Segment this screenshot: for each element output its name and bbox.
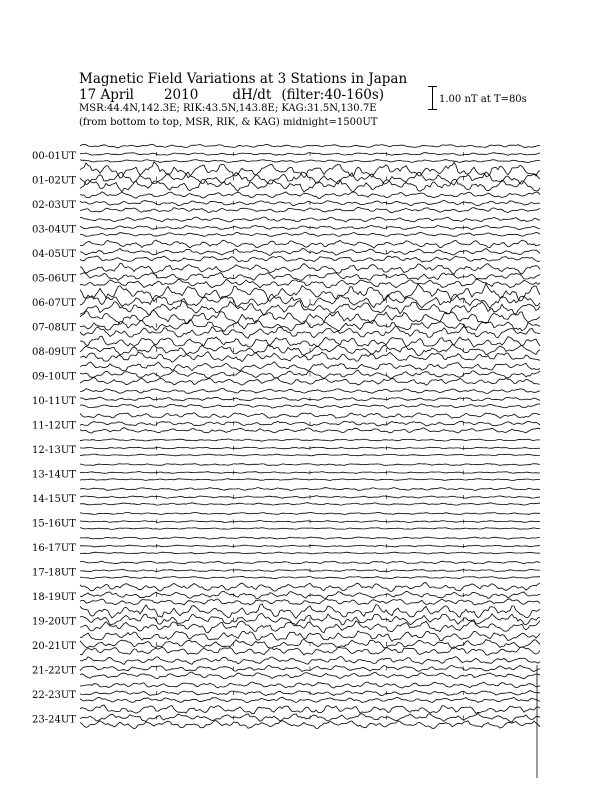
trace-msr	[80, 428, 540, 434]
hour-label: 03-04UT	[32, 224, 76, 236]
hour-label: 16-17UT	[32, 543, 76, 554]
trace-msr	[80, 552, 540, 554]
trace-kag	[80, 144, 540, 148]
hour-label: 11-12UT	[32, 420, 76, 432]
trace-kag	[80, 362, 540, 371]
hour-label: 18-19UT	[32, 592, 76, 603]
hour-label: 09-10UT	[32, 371, 76, 383]
scale-label: 1.00 nT at T=80s	[439, 94, 527, 105]
trace-msr	[80, 672, 540, 679]
trace-msr	[80, 404, 540, 408]
trace-msr	[80, 352, 540, 363]
date-label: 17 April	[79, 87, 134, 103]
trace-msr	[80, 697, 540, 702]
hour-label: 08-09UT	[32, 347, 76, 358]
hour-label: 22-23UT	[32, 690, 76, 701]
quantity-label: dH/dt	[232, 87, 272, 103]
trace-msr	[80, 232, 540, 236]
trace-msr	[80, 479, 540, 481]
trace-msr	[80, 279, 540, 288]
trace-kag	[80, 263, 540, 274]
hour-label: 15-16UT	[32, 518, 76, 530]
trace-kag	[80, 631, 540, 641]
trace-msr	[80, 256, 540, 262]
chart-title: Magnetic Field Variations at 3 Stations in Japan	[79, 71, 408, 87]
hour-label: 05-06UT	[32, 273, 76, 285]
trace-kag	[80, 705, 540, 714]
hour-label: 12-13UT	[32, 445, 76, 456]
trace-kag	[80, 512, 540, 514]
hour-label: 04-05UT	[32, 249, 76, 260]
hour-label: 07-08UT	[32, 322, 76, 334]
trace-msr	[80, 454, 540, 456]
hour-label: 21-22UT	[32, 665, 76, 677]
hour-label: 06-07UT	[32, 298, 76, 309]
trace-kag	[80, 217, 540, 222]
trace-kag	[80, 240, 540, 248]
trace-kag	[80, 657, 540, 665]
hour-label: 20-21UT	[32, 641, 76, 652]
trace-msr	[80, 599, 540, 605]
trace-kag	[80, 336, 540, 347]
trace-kag	[80, 389, 540, 394]
trace-msr	[80, 179, 540, 192]
trace-msr	[80, 621, 540, 633]
trace-kag	[80, 464, 540, 466]
stations-line: MSR:44.4N,142.3E; RIK:43.5N,143.8E; KAG:31.5N,130.7E	[79, 103, 377, 114]
hour-label: 13-14UT	[32, 469, 76, 481]
trace-msr	[80, 377, 540, 385]
trace-msr	[80, 721, 540, 729]
trace-msr	[80, 576, 540, 578]
trace-msr	[80, 503, 540, 505]
trace-msr	[80, 647, 540, 656]
hour-label: 01-02UT	[32, 175, 76, 187]
hour-label: 23-24UT	[32, 714, 76, 726]
trace-kag	[80, 192, 540, 199]
hour-label: 00-01UT	[32, 151, 76, 162]
trace-kag	[80, 284, 540, 302]
trace-kag	[80, 162, 540, 178]
trace-msr	[80, 160, 540, 163]
trace-msr	[80, 207, 540, 212]
hour-label: 19-20UT	[32, 616, 76, 628]
trace-kag	[80, 439, 540, 441]
trace-msr	[80, 528, 540, 530]
trace-kag	[80, 537, 540, 539]
hour-label: 17-18UT	[32, 567, 76, 579]
hour-label: 14-15UT	[32, 494, 76, 505]
trace-kag	[80, 310, 540, 324]
hour-label: 10-11UT	[32, 396, 76, 407]
filter-label: (filter:40-160s)	[281, 87, 385, 103]
hour-label: 02-03UT	[32, 200, 76, 211]
order-note: (from bottom to top, MSR, RIK, & KAG) midnight=1500UT	[79, 117, 378, 128]
year-label: 2010	[163, 87, 199, 103]
trace-kag	[80, 604, 540, 619]
trace-kag	[80, 561, 540, 564]
trace-kag	[80, 682, 540, 688]
trace-kag	[80, 583, 540, 592]
trace-kag	[80, 488, 540, 491]
trace-kag	[80, 413, 540, 419]
